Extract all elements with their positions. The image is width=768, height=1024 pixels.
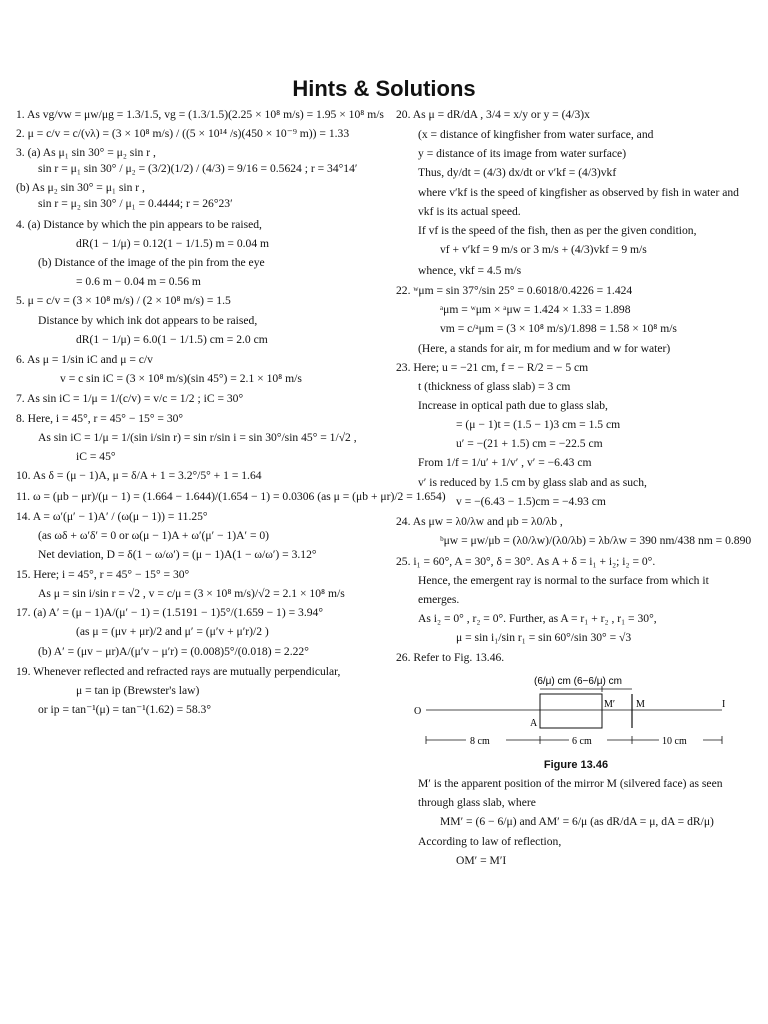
- solution-line: sin r = μ₁ sin 30° / μ₂ = (3/2)(1/2) / (4/3) = 9/16 = 0.5624 ; r = 34°14′: [38, 162, 358, 176]
- solution-line: 19. Whenever reflected and refracted rays are mutually perpendicular,: [16, 665, 341, 679]
- solution-line: μ = sin i₁/sin r₁ = sin 60°/sin 30° = √3: [456, 630, 632, 644]
- solution-line: 17. (a) A′ = (μ − 1)A/(μ′ − 1) = (1.5191 − 1)5°/(1.659 − 1) = 3.94°: [16, 606, 323, 620]
- solution-line: 8. Here, i = 45°, r = 45° − 15° = 30°: [16, 412, 184, 426]
- solution-line: From 1/f = 1/u′ + 1/v′ , v′ = −6.43 cm: [418, 456, 592, 470]
- solution-line: As i₂ = 0° , r₂ = 0°. Further, as A = r₁ + r₂ , r₁ = 30°,: [418, 611, 657, 625]
- solution-line: or ip = tan⁻¹(μ) = tan⁻¹(1.62) = 58.3°: [38, 703, 211, 717]
- dimension-8cm: 8 cm: [470, 735, 490, 747]
- solution-line: 7. As sin iC = 1/μ = 1/(c/v) = v/c = 1/2 ; iC = 30°: [16, 392, 244, 406]
- solution-line: = (μ − 1)t = (1.5 − 1)3 cm = 1.5 cm: [456, 418, 621, 432]
- solution-line: (as ωδ + ω′δ′ = 0 or ω(μ − 1)A + ω′(μ′ − 1)A′ = 0): [38, 528, 270, 542]
- solution-line: sin r = μ₂ sin 30° / μ₁ = 0.4444; r = 26°23′: [38, 197, 233, 211]
- solution-line: (as μ = (μv + μr)/2 and μ′ = (μ′v + μ′r)/2 ): [76, 625, 269, 639]
- label-m-prime: M′: [604, 698, 616, 710]
- solution-line: t (thickness of glass slab) = 3 cm: [418, 380, 571, 394]
- glass-slab: [540, 694, 602, 728]
- figure-13-46: [404, 674, 734, 752]
- solution-line: vm = c/ᵃμm = (3 × 10⁸ m/s)/1.898 = 1.58 × 10⁸ m/s: [440, 321, 677, 335]
- solution-line: (b) As μ₂ sin 30° = μ₁ sin r ,: [16, 181, 145, 195]
- solution-line: 4. (a) Distance by which the pin appears to be raised,: [16, 217, 262, 231]
- figure-top-dimension: (6/μ) cm (6−6/μ) cm: [534, 675, 622, 687]
- solution-line: As sin iC = 1/μ = 1/(sin i/sin r) = sin r/sin i = sin 30°/sin 45° = 1/√2 ,: [38, 431, 357, 445]
- solution-line: where v′kf is the speed of kingfisher as observed by fish in water and: [418, 186, 739, 200]
- page-title: Hints & Solutions: [292, 76, 476, 101]
- label-m: M: [636, 698, 645, 710]
- solution-line: (b) A′ = (μv − μr)A/(μ′v − μ′r) = (0.008)5°/(0.018) = 2.22°: [38, 645, 309, 659]
- solution-line: 25. i₁ = 60°, A = 30°, δ = 30°. As A + δ = i₁ + i₂; i₂ = 0°.: [396, 554, 656, 568]
- solution-line: Thus, dy/dt = (4/3) dx/dt or v′kf = (4/3)vkf: [418, 166, 617, 180]
- solutions-20-26: [396, 108, 756, 665]
- solution-line: v = c sin iC = (3 × 10⁸ m/s)(sin 45°) = 2.1 × 10⁸ m/s: [60, 372, 302, 386]
- solution-line: vf + v′kf = 9 m/s or 3 m/s + (4/3)vkf = 9 m/s: [440, 243, 647, 257]
- solution-line: dR(1 − 1/μ) = 0.12(1 − 1/1.5) m = 0.04 m: [76, 236, 270, 250]
- figure-caption: Figure 13.46: [543, 758, 609, 771]
- solution-line: v′ is reduced by 1.5 cm by glass slab and as such,: [418, 476, 647, 490]
- solution-line: 14. A = ω′(μ′ − 1)A′ / (ω(μ − 1)) = 11.25°: [16, 509, 208, 523]
- solution-line: emerges.: [418, 592, 460, 606]
- solution-line: OM′ = M′I: [456, 854, 507, 868]
- solution-line: 24. As μw = λ0/λw and μb = λ0/λb ,: [396, 515, 563, 529]
- solution-line: Distance by which ink dot appears to be raised,: [38, 313, 258, 327]
- solution-line: (b) Distance of the image of the pin from the eye: [38, 255, 265, 269]
- solution-line: Net deviation, D = δ(1 − ω/ω′) = (μ − 1)A(1 − ω/ω′) = 3.12°: [38, 547, 317, 561]
- solution-line: Increase in optical path due to glass slab,: [418, 399, 608, 413]
- solution-line: dR(1 − 1/μ) = 6.0(1 − 1/1.5) cm = 2.0 cm: [76, 332, 268, 346]
- label-o: O: [414, 705, 422, 717]
- solution-26-continued: [396, 777, 756, 868]
- right-column: [396, 108, 756, 873]
- solution-line: 20. As μ = dR/dA , 3/4 = x/y or y = (4/3)x: [396, 108, 590, 121]
- solution-line: M′ is the apparent position of the mirror M (silvered face) as seen: [418, 776, 723, 790]
- solution-line: 22. ʷμm = sin 37°/sin 25° = 0.6018/0.4226 = 1.424: [396, 283, 633, 297]
- solution-line: μ = tan ip (Brewster's law): [76, 684, 200, 698]
- solution-line: 3. (a) As μ₁ sin 30° = μ₂ sin r ,: [16, 146, 156, 159]
- solution-line: y = distance of its image from water surface): [418, 147, 627, 161]
- solution-line: 10. As δ = (μ − 1)A, μ = δ/A + 1 = 3.2°/5° + 1 = 1.64: [16, 469, 262, 483]
- solution-line: v = −(6.43 − 1.5)cm = −4.93 cm: [456, 495, 606, 509]
- solution-line: MM′ = (6 − 6/μ) and AM′ = 6/μ (as dR/dA = μ, dA = dR/μ): [440, 814, 714, 828]
- solution-line: through glass slab, where: [418, 795, 536, 809]
- solution-line: Hence, the emergent ray is normal to the surface from which it: [418, 573, 709, 587]
- solution-line: As μ = sin i/sin r = √2 , v = c/μ = (3 × 10⁸ m/s)/√2 = 2.1 × 10⁸ m/s: [38, 587, 345, 601]
- solution-line: According to law of reflection,: [418, 835, 562, 849]
- solution-line: ᵇμw = μw/μb = (λ0/λw)/(λ0/λb) = λb/λw = 390 nm/438 nm = 0.890: [440, 534, 752, 548]
- solution-line: 11. ω = (μb − μr)/(μ − 1) = (1.664 − 1.644)/(1.654 − 1) = 0.0306 (as μ = (μb + μr)/2 = 1.654): [16, 489, 446, 503]
- solution-line: vkf is its actual speed.: [418, 205, 521, 219]
- solution-line: (Here, a stands for air, m for medium and w for water): [418, 342, 671, 356]
- solution-line: 1. As vg/vw = μw/μg = 1.3/1.5, vg = (1.3/1.5)(2.25 × 10⁸ m/s) = 1.95 × 10⁸ m/s: [16, 108, 384, 121]
- solution-line: ᵃμm = ʷμm × ᵃμw = 1.424 × 1.33 = 1.898: [440, 302, 631, 316]
- solution-line: u′ = −(21 + 1.5) cm = −22.5 cm: [456, 437, 603, 451]
- solution-line: (x = distance of kingfisher from water surface, and: [418, 128, 654, 142]
- solution-line: 5. μ = c/v = (3 × 10⁸ m/s) / (2 × 10⁸ m/s) = 1.5: [16, 293, 231, 307]
- solution-line: = 0.6 m − 0.04 m = 0.56 m: [76, 274, 201, 288]
- solution-line: 6. As μ = 1/sin iC and μ = c/v: [16, 353, 153, 367]
- dimension-6cm: 6 cm: [572, 735, 592, 747]
- dimension-10cm: 10 cm: [662, 735, 687, 747]
- label-a: A: [530, 717, 538, 729]
- solution-line: 23. Here; u = −21 cm, f = − R/2 = − 5 cm: [396, 361, 589, 375]
- solution-line: 26. Refer to Fig. 13.46.: [396, 650, 505, 664]
- solution-line: 15. Here; i = 45°, r = 45° − 15° = 30°: [16, 568, 190, 582]
- solution-line: 2. μ = c/v = c/(νλ) = (3 × 10⁸ m/s) / ((5 × 10¹⁴ /s)(450 × 10⁻⁹ m)) = 1.33: [16, 127, 350, 140]
- solution-line: If vf is the speed of the fish, then as per the given condition,: [418, 224, 697, 238]
- solution-line: whence, vkf = 4.5 m/s: [418, 263, 522, 277]
- solution-line: iC = 45°: [76, 450, 116, 464]
- label-i: I: [722, 698, 726, 710]
